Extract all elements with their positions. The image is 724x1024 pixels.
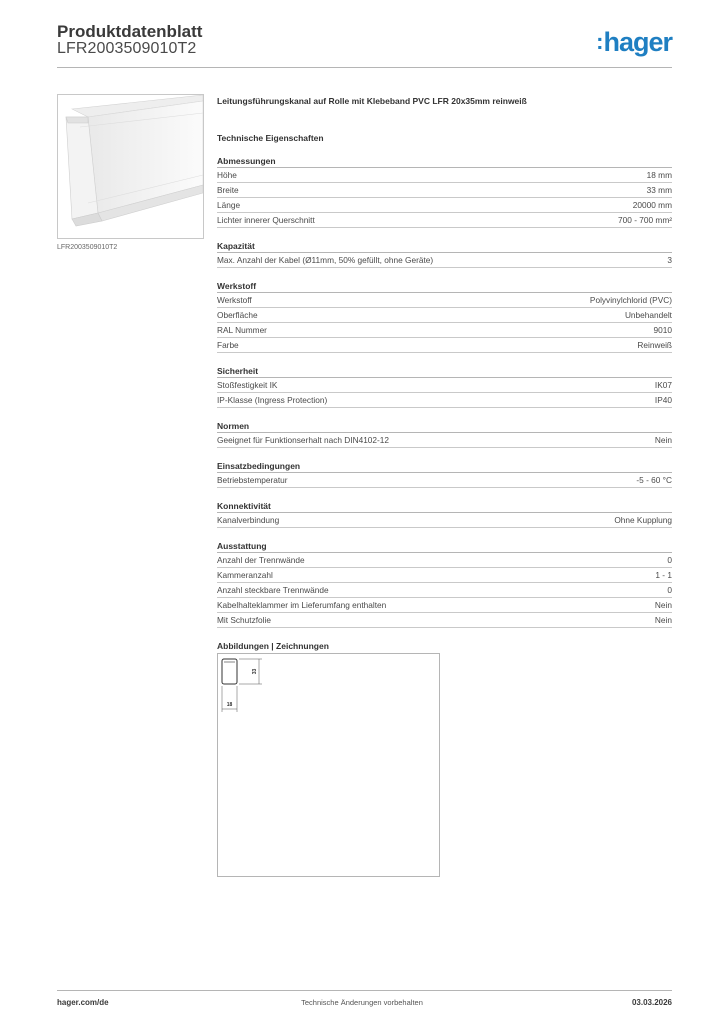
height-dimension-label: 33 [252, 668, 258, 675]
image-caption: LFR2003509010T2 [57, 244, 118, 251]
spec-row [217, 308, 672, 323]
spec-value: 33 mm [646, 185, 672, 195]
section-title: Werkstoff [217, 281, 672, 293]
spec-label: Max. Anzahl der Kabel (Ø11mm, 50% gefüllt, ohne Geräte) [217, 255, 434, 265]
spec-label: Betriebstemperatur [217, 475, 288, 485]
spec-section [217, 541, 672, 628]
spec-value: 0 [667, 555, 672, 565]
section-title: Einsatzbedingungen [217, 461, 672, 473]
spec-value: Unbehandelt [624, 310, 672, 320]
spec-label: Höhe [217, 170, 237, 180]
width-dimension-label: 18 [226, 702, 233, 708]
product-image [57, 94, 204, 239]
spec-row [217, 598, 672, 613]
spec-row [217, 338, 672, 353]
spec-label: RAL Nummer [217, 325, 267, 335]
spec-value: Polyvinylchlorid (PVC) [589, 295, 672, 305]
spec-value: Reinweiß [637, 340, 672, 350]
section-title: Kapazität [217, 241, 672, 253]
spec-section [217, 501, 672, 528]
section-title: Abmessungen [217, 156, 672, 168]
spec-value: Nein [654, 435, 672, 445]
spec-value: 20000 mm [632, 200, 672, 210]
spec-value: Nein [654, 615, 672, 625]
spec-row [217, 583, 672, 598]
spec-label: Oberfläche [217, 310, 258, 320]
spec-label: IP-Klasse (Ingress Protection) [217, 395, 328, 405]
spec-label: Kabelhalteklammer im Lieferumfang enthalten [217, 600, 387, 610]
spec-row [217, 198, 672, 213]
spec-label: Farbe [217, 340, 239, 350]
spec-label: Kammeranzahl [217, 570, 273, 580]
spec-value: 3 [667, 255, 672, 265]
tech-properties-heading: Technische Eigenschaften [217, 133, 324, 143]
spec-row [217, 553, 672, 568]
section-title: Konnektivität [217, 501, 672, 513]
spec-value: 0 [667, 585, 672, 595]
header-divider [57, 67, 672, 68]
spec-content [217, 96, 672, 651]
spec-row [217, 168, 672, 183]
spec-value: Nein [654, 600, 672, 610]
page-title: Produktdatenblatt [57, 22, 203, 41]
spec-row [217, 473, 672, 488]
footer-notice: Technische Änderungen vorbehalten [301, 998, 423, 1007]
section-title: Normen [217, 421, 672, 433]
spec-row [217, 213, 672, 228]
spec-label: Geeignet für Funktionserhalt nach DIN4102-12 [217, 435, 390, 445]
spec-label: Länge [217, 200, 241, 210]
spec-section [217, 241, 672, 268]
product-code: LFR2003509010T2 [57, 40, 197, 57]
spec-label: Mit Schutzfolie [217, 615, 271, 625]
cable-duct-illustration [58, 95, 203, 238]
spec-section [217, 366, 672, 408]
spec-value: 700 - 700 mm² [618, 215, 672, 225]
spec-row [217, 613, 672, 628]
spec-value: 18 mm [646, 170, 672, 180]
spec-row [217, 293, 672, 308]
technical-drawing [217, 653, 440, 877]
spec-label: Lichter innerer Querschnitt [217, 215, 315, 225]
hager-logo [596, 27, 672, 58]
spec-section [217, 461, 672, 488]
spec-row [217, 253, 672, 268]
spec-value: 9010 [653, 325, 672, 335]
footer-divider [57, 990, 672, 991]
spec-row [217, 513, 672, 528]
spec-section [217, 281, 672, 353]
spec-value: -5 - 60 °C [636, 475, 672, 485]
spec-row [217, 183, 672, 198]
dimension-drawing [218, 654, 439, 876]
spec-row [217, 323, 672, 338]
spec-value: 1 - 1 [655, 570, 672, 580]
spec-value: IK07 [654, 380, 672, 390]
spec-label: Breite [217, 185, 239, 195]
spec-value: IP40 [654, 395, 672, 405]
spec-value: Ohne Kupplung [614, 515, 672, 525]
section-title: Sicherheit [217, 366, 672, 378]
spec-sections [217, 156, 672, 628]
spec-label: Anzahl der Trennwände [217, 555, 305, 565]
section-title: Ausstattung [217, 541, 672, 553]
footer-website[interactable]: hager.com/de [57, 998, 109, 1007]
profile-outline [222, 659, 237, 684]
spec-row [217, 568, 672, 583]
spec-row [217, 393, 672, 408]
footer-date: 03.03.2026 [631, 998, 672, 1007]
product-description: Leitungsführungskanal auf Rolle mit Klebeband PVC LFR 20x35mm reinweiß [217, 96, 527, 106]
spec-row [217, 378, 672, 393]
logo-dots-icon: : [596, 29, 603, 54]
spec-label: Werkstoff [217, 295, 252, 305]
spec-section [217, 156, 672, 228]
spec-section [217, 421, 672, 448]
spec-row [217, 433, 672, 448]
spec-label: Anzahl steckbare Trennwände [217, 585, 329, 595]
logo-text: hager [603, 27, 672, 57]
spec-label: Kanalverbindung [217, 515, 280, 525]
drawings-heading: Abbildungen | Zeichnungen [217, 641, 329, 651]
spec-label: Stoßfestigkeit IK [217, 380, 278, 390]
